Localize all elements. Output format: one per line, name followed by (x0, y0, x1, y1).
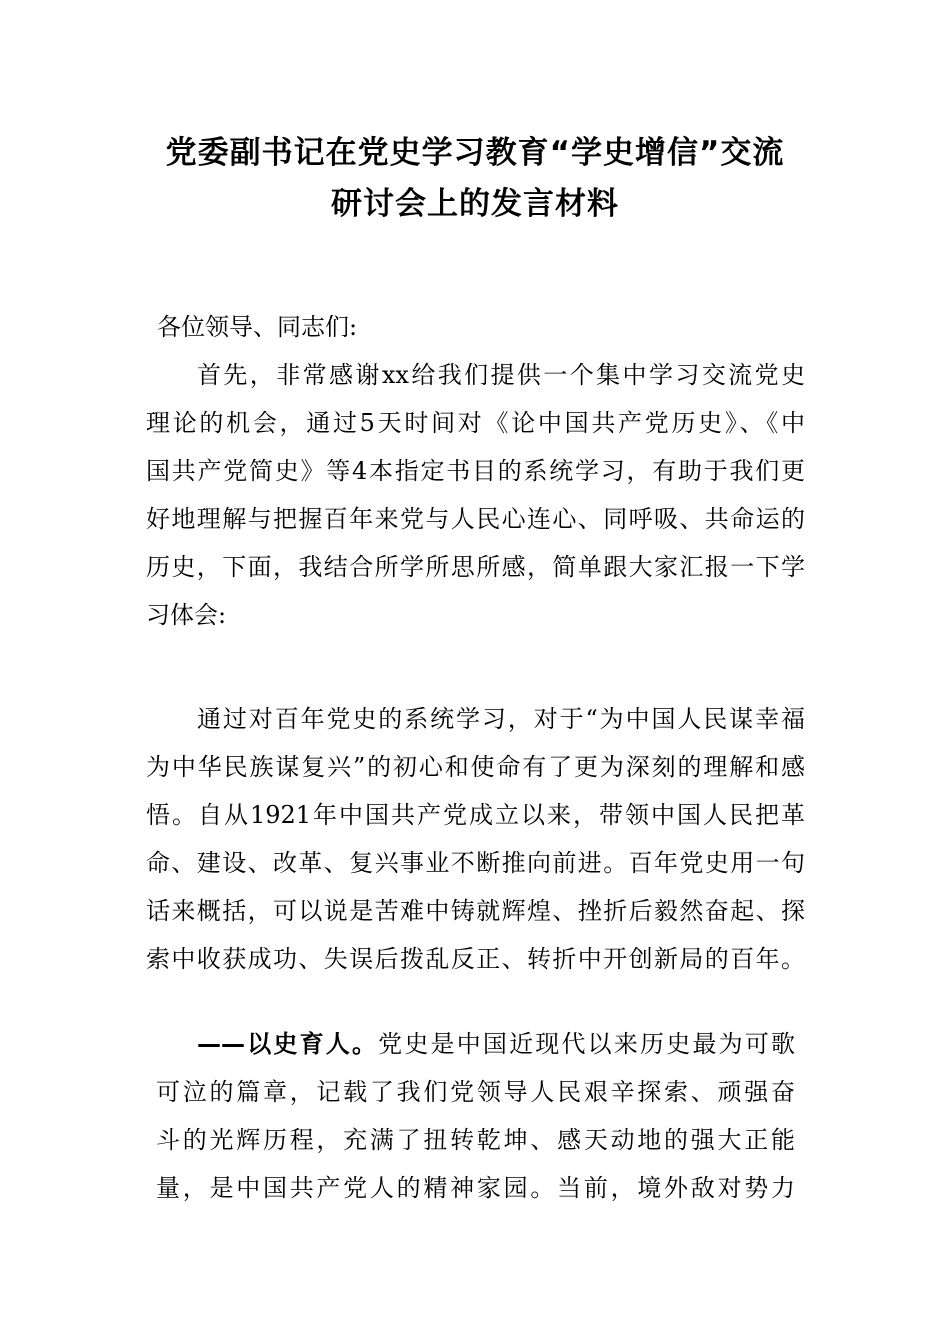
paragraph1-line: 历史，下面，我结合所学所思所感，简单跟大家汇报一下学 (146, 553, 805, 581)
section-heading: ——以史育人。 (197, 1030, 379, 1058)
paragraph1-line: 习体会: (146, 601, 227, 629)
paragraph2-line: 为中华民族谋复兴”的初心和使命有了更为深刻的理解和感 (146, 753, 805, 781)
paragraph2-line: 话来概括，可以说是苦难中铸就辉煌、挫折后毅然奋起、探 (146, 897, 805, 925)
document-title-line-1: 党委副书记在党史学习教育“学史增信”交流 (165, 135, 785, 171)
paragraph3-line: 量，是中国共产党人的精神家园。当前，境外敌对势力 (156, 1174, 795, 1202)
paragraph2-line: 悟。自从1921年中国共产党成立以来，带领中国人民把革 (146, 801, 805, 829)
paragraph1-line: 首先，非常感谢xx给我们提供一个集中学习交流党史 (197, 361, 805, 389)
paragraph3-first-line-text: 党史是中国近现代以来历史最为可歌 (378, 1030, 796, 1058)
paragraph2-line: 索中收获成功、失误后拨乱反正、转折中开创新局的百年。 (146, 945, 805, 973)
salutation: 各位领导、同志们: (157, 313, 358, 341)
document-title-line-2: 研讨会上的发言材料 (331, 186, 619, 222)
paragraph3-line: 可泣的篇章，记载了我们党领导人民艰辛探索、顽强奋 (156, 1078, 795, 1106)
paragraph1-line: 国共产党简史》等4本指定书目的系统学习，有助于我们更 (146, 457, 805, 485)
paragraph2-line: 通过对百年党史的系统学习，对于“为中国人民谋幸福 (197, 705, 805, 733)
paragraph1-line: 好地理解与把握百年来党与人民心连心、同呼吸、共命运的 (146, 505, 805, 533)
paragraph3-first-line (197, 1028, 795, 1060)
paragraph2-line: 命、建设、改革、复兴事业不断推向前进。百年党史用一句 (146, 849, 805, 877)
paragraph3-line: 斗的光辉历程，充满了扭转乾坤、感天动地的强大正能 (156, 1126, 795, 1154)
paragraph1-line: 理论的机会，通过5天时间对《论中国共产党历史》、《中 (146, 409, 805, 437)
